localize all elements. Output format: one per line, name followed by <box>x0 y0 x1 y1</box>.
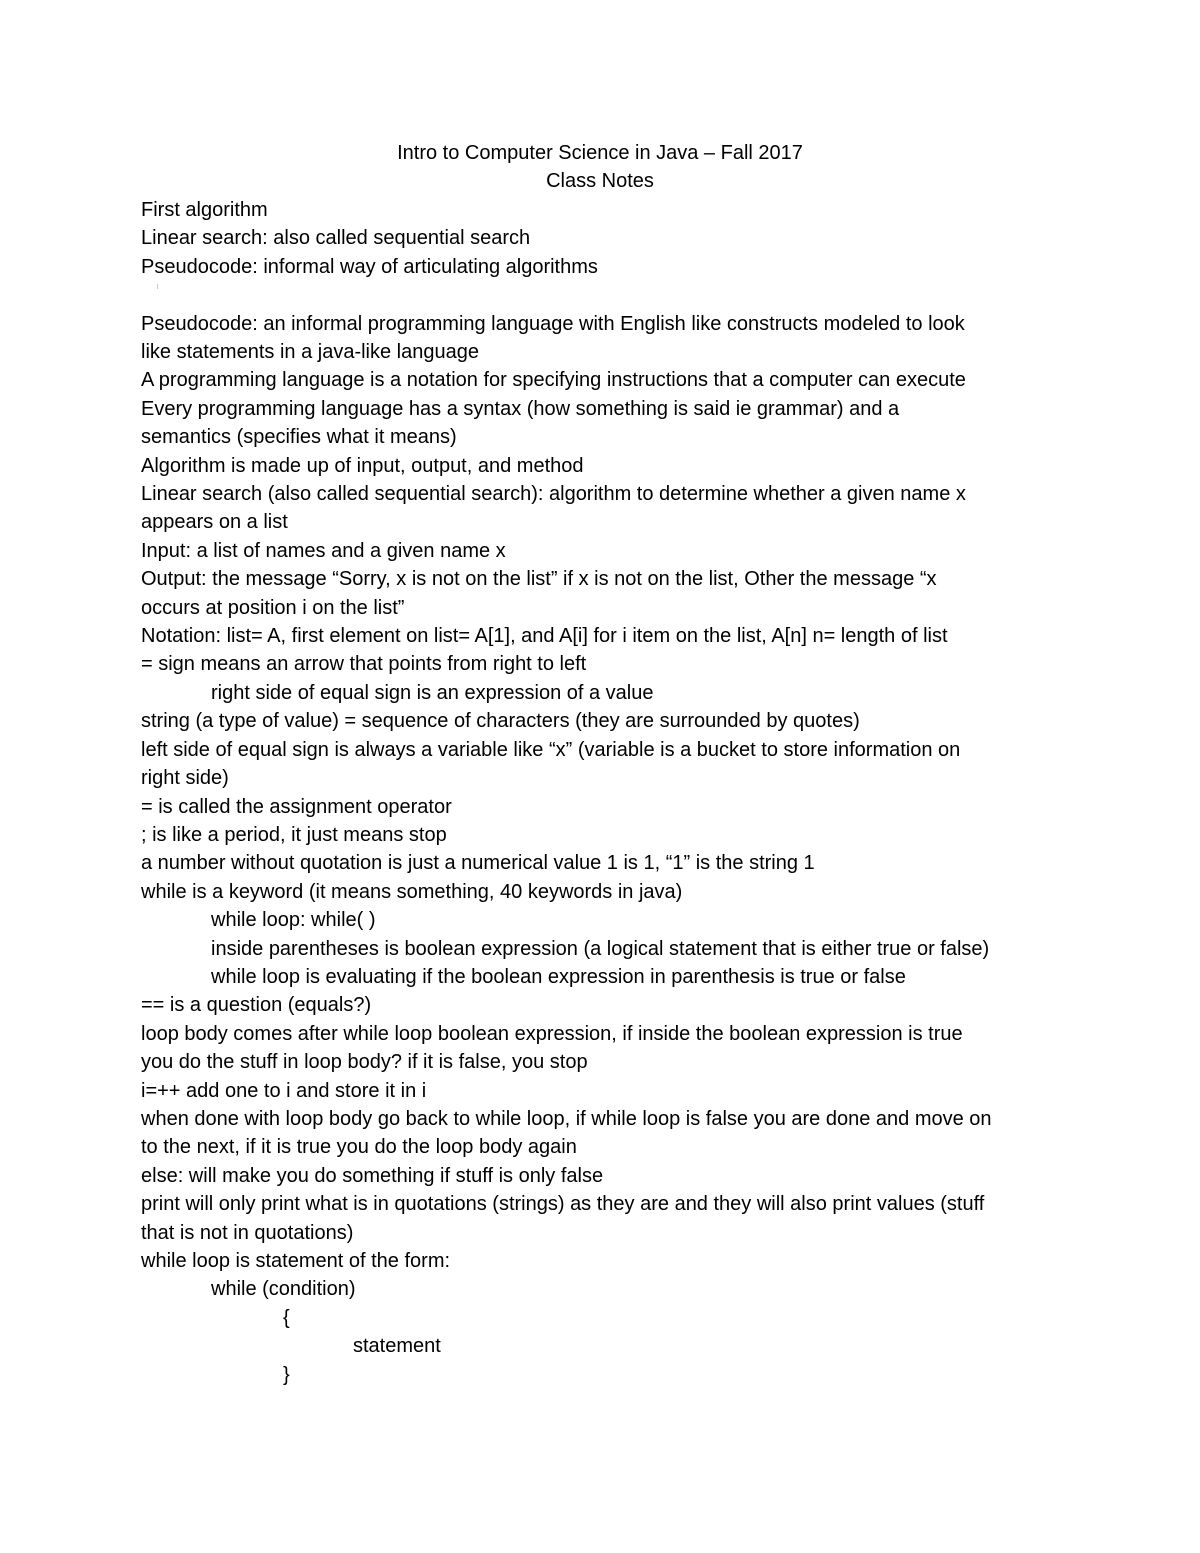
note-line: statement <box>353 1335 441 1358</box>
note-line: occurs at position i on the list” <box>141 596 405 619</box>
note-line: while (condition) <box>211 1278 356 1301</box>
note-line: appears on a list <box>141 511 288 534</box>
note-line: while loop: while( ) <box>211 909 376 932</box>
note-line: when done with loop body go back to while loop, if while loop is false you are done and move on <box>141 1107 992 1130</box>
note-line: Input: a list of names and a given name x <box>141 539 506 562</box>
note-line: that is not in quotations) <box>141 1221 354 1244</box>
note-line: ; is like a period, it just means stop <box>141 823 447 846</box>
note-line: while is a keyword (it means something, 40 keywords in java) <box>141 880 683 903</box>
blank-line <box>141 281 1101 309</box>
note-line: string (a type of value) = sequence of characters (they are surrounded by quotes) <box>141 710 860 733</box>
note-line: while loop is statement of the form: <box>141 1250 451 1273</box>
note-line: you do the stuff in loop body? if it is false, you stop <box>141 1051 588 1074</box>
note-line: == is a question (equals?) <box>141 994 372 1017</box>
note-line: right side) <box>141 767 229 790</box>
document-header <box>0 139 1200 196</box>
note-line: Pseudocode: an informal programming language with English like constructs modeled to look <box>141 312 965 335</box>
note-line: semantics (specifies what it means) <box>141 426 457 449</box>
note-line: Notation: list= A, first element on list= A[1], and A[i] for i item on the list, A[n] n= length of list <box>141 625 948 648</box>
note-line: } <box>283 1363 290 1386</box>
note-line: a number without quotation is just a numerical value 1 is 1, “1” is the string 1 <box>141 852 815 875</box>
note-line: loop body comes after while loop boolean expression, if inside the boolean expression is true <box>141 1022 963 1045</box>
note-line: inside parentheses is boolean expression (a logical statement that is either true or false) <box>211 937 990 960</box>
note-line: = sign means an arrow that points from right to left <box>141 653 587 676</box>
note-line: = is called the assignment operator <box>141 795 452 818</box>
note-line: left side of equal sign is always a variable like “x” (variable is a bucket to store information on <box>141 738 961 761</box>
note-line: Output: the message “Sorry, x is not on the list” if x is not on the list, Other the message “x <box>141 568 937 591</box>
note-line: A programming language is a notation for specifying instructions that a computer can execute <box>141 369 966 392</box>
document-subtitle: Class Notes <box>546 170 654 193</box>
note-line: right side of equal sign is an expression of a value <box>211 681 654 704</box>
note-line: Algorithm is made up of input, output, and method <box>141 454 584 477</box>
note-line: like statements in a java-like language <box>141 341 479 364</box>
note-line: Pseudocode: informal way of articulating algorithms <box>141 255 598 278</box>
document-title: Intro to Computer Science in Java – Fall 2017 <box>397 142 803 164</box>
note-line: else: will make you do something if stuff is only false <box>141 1164 604 1187</box>
note-line: to the next, if it is true you do the loop body again <box>141 1136 577 1159</box>
note-line: Linear search: also called sequential search <box>141 227 531 250</box>
note-line: Linear search (also called sequential search): algorithm to determine whether a given name x <box>141 483 966 506</box>
note-line: First algorithm <box>141 199 268 221</box>
note-line: { <box>283 1306 290 1329</box>
note-line: Every programming language has a syntax (how something is said ie grammar) and a <box>141 397 900 420</box>
notes-body <box>141 196 1101 1389</box>
note-line: i=++ add one to i and store it in i <box>141 1079 427 1102</box>
note-line: while loop is evaluating if the boolean expression in parenthesis is true or false <box>211 965 906 988</box>
note-line: print will only print what is in quotations (strings) as they are and they will also print values (stuff <box>141 1193 985 1216</box>
